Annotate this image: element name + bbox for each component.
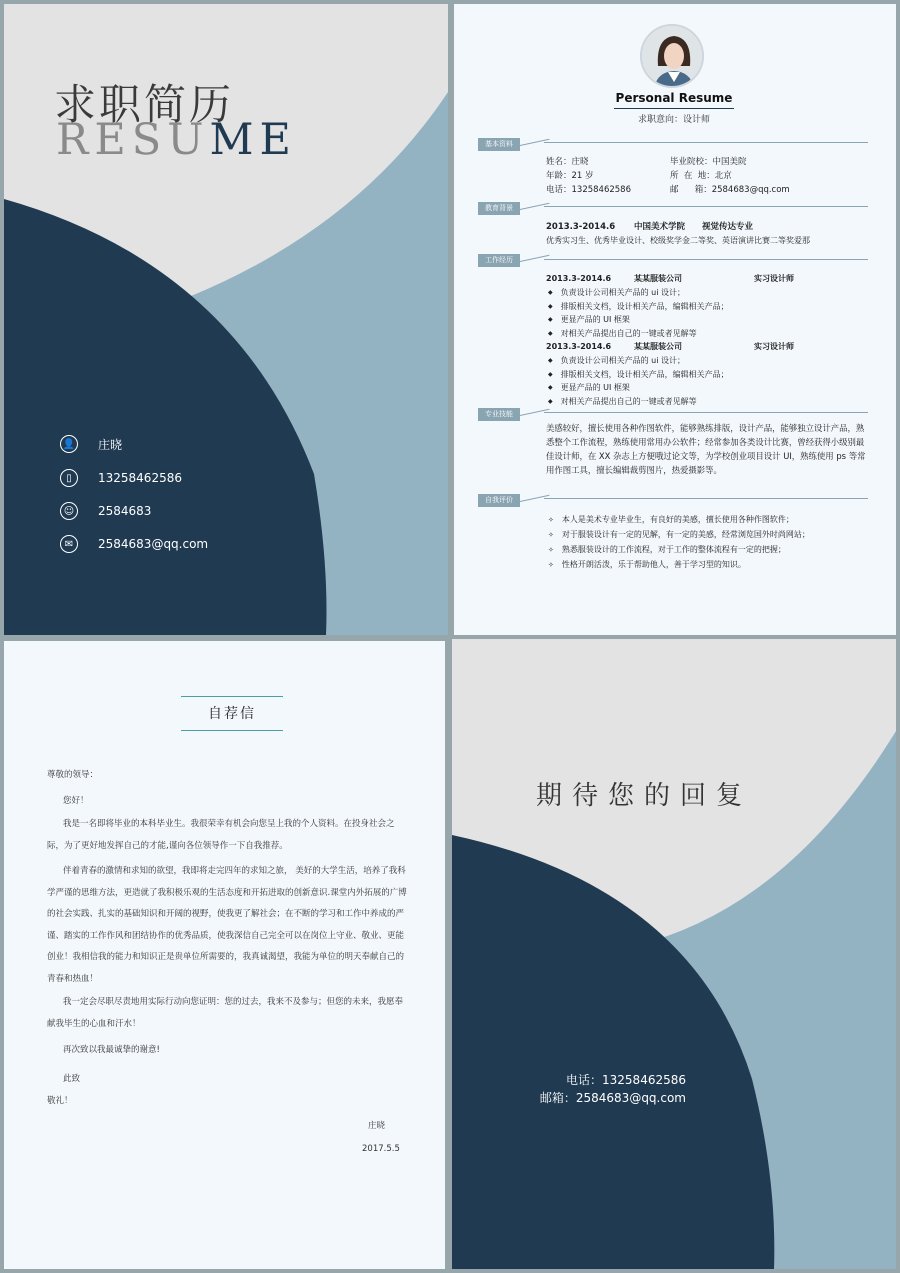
work-item: ◆ 对相关产品提出自己的一键或者见解等 — [548, 395, 697, 408]
section-tag-self: 自我评价 — [478, 494, 520, 507]
cover-title-en — [56, 115, 297, 165]
resume-title: Personal Resume — [615, 91, 733, 105]
contact-name — [60, 435, 122, 453]
work-role: 实习设计师 — [754, 274, 794, 283]
letter-closing-2: 敬礼！ — [47, 1096, 73, 1106]
work-period: 2013.3-2014.6 — [546, 274, 612, 283]
resume-subtitle: 求职意向：设计师 — [637, 115, 710, 125]
cover-title-en-light: RESU — [56, 115, 210, 165]
work-company: 某某服装公司 — [634, 342, 682, 351]
contact-name-text: 庄晓 — [98, 437, 123, 452]
letter-signature: 庄晓 — [368, 1121, 386, 1131]
letter-paragraph: 我是一名即将毕业的本科毕业生。我很荣幸有机会向您呈上我的个人资料。在投身社会之际，为了更好地发挥自己的才能,谨向各位领导作一下自我推荐。 — [47, 819, 395, 851]
work-item: ◆ 更显产品的 UI 框架 — [548, 313, 630, 326]
basic-name: 姓名：庄晓 — [546, 157, 589, 167]
skills-text: 美感较好，擅长使用各种作图软件，能够熟练排版，设计产品，能够独立设计产品，熟悉整个工作流程，熟练使用常用办公软件；经常参加各类设计比赛，曾经获得小级别最佳设计师，在 XX 杂志上方便哦过论文等，为学校创业项目设计 UI，熟练使用 ps 等常用作图工具，擅长编辑裁剪图片，热爱摄影等。 — [546, 423, 866, 475]
self-eval-item: ✧ 熟悉服装设计的工作流程，对于工作的整体流程有一定的把握； — [548, 543, 786, 557]
letter-closing-1: 此致 — [63, 1074, 81, 1084]
basic-location: 所 在 地：北京 — [670, 171, 732, 181]
qq-icon: ☺ — [60, 502, 78, 520]
work-item: ◆ 负责设计公司相关产品的 ui 设计； — [548, 286, 685, 299]
avatar — [640, 24, 704, 88]
letter-date: 2017.5.5 — [362, 1144, 400, 1154]
section-tag-work: 工作经历 — [478, 254, 520, 267]
basic-phone: 电话：13258462586 — [546, 185, 631, 195]
letter-paragraph: 再次致以我最诚挚的谢意! — [63, 1045, 160, 1055]
section-tag-skills: 专业技能 — [478, 408, 520, 421]
self-eval-item: ✧ 性格开朗活泼，乐于帮助他人，善于学习型的知识。 — [548, 558, 746, 572]
edu-school: 中国美术学院 — [634, 222, 686, 232]
resume-title-rule — [614, 108, 734, 109]
work-company: 某某服装公司 — [634, 274, 682, 283]
letter-greeting: 尊敬的领导： — [47, 770, 99, 780]
basic-school: 毕业院校：中国美院 — [670, 157, 747, 167]
letter-paragraph: 我一定会尽职尽责地用实际行动向您证明：您的过去，我来不及参与；但您的未来，我愿奉献我毕生的心血和汗水！ — [47, 997, 404, 1029]
letter-title-rule-bottom — [181, 730, 283, 731]
back-email: 邮箱：2584683@qq.com — [539, 1091, 686, 1105]
self-eval-item: ✧ 本人是美术专业毕业生，有良好的美感，擅长使用各种作图软件； — [548, 513, 794, 527]
back-title: 期待您的回复 — [536, 781, 753, 811]
contact-email — [60, 535, 208, 553]
contact-qq — [60, 502, 151, 520]
edu-period: 2013.3-2014.6 — [546, 222, 616, 232]
contact-qq-text: 2584683 — [98, 504, 152, 518]
letter-paragraph: 伴着青春的激情和求知的欲望，我即将走完四年的求知之旅， 美好的大学生活，培养了我科学严谨的思维方法，更造就了我积极乐观的生活态度和开拓进取的创新意识.课堂内外拓展的广博的社会实践、扎实的基础知识和开阔的视野，使我更了解社会；在不断的学习和工作中养成的严谨、踏实的工作作风和团结协作的优秀品质，使我深信自己完全可以在岗位上守业、敬业、更能创业！我相信我的能力和知识正是贵单位所需要的，我真诚渴望，我能为单位的明天奉献自己的青春和热血！ — [47, 866, 407, 984]
work-item: ◆ 对相关产品提出自己的一键或者见解等 — [548, 327, 697, 340]
work-item: ◆ 更显产品的 UI 框架 — [548, 381, 630, 394]
edu-major: 视觉传达专业 — [702, 222, 754, 232]
section-tag-basic: 基本资料 — [478, 138, 520, 151]
work-item: ◆ 排版相关文档，设计相关产品，编辑相关产品； — [548, 300, 729, 313]
cover-letter-page — [4, 641, 445, 1269]
letter-title: 自荐信 — [208, 706, 256, 722]
contact-phone-text: 13258462586 — [98, 471, 182, 485]
back-cover-page — [452, 639, 896, 1269]
section-tag-education: 教育背景 — [478, 202, 520, 215]
basic-email: 邮 箱：2584683@qq.com — [670, 185, 790, 195]
section-divider — [544, 142, 868, 143]
section-divider — [544, 498, 868, 499]
phone-icon: ▯ — [60, 469, 78, 487]
contact-phone — [60, 469, 182, 487]
cover-page — [4, 4, 448, 635]
resume-page — [454, 4, 896, 635]
letter-hello: 您好！ — [63, 796, 89, 806]
contact-email-text: 2584683@qq.com — [98, 537, 209, 551]
basic-age: 年龄：21 岁 — [546, 171, 594, 181]
section-divider — [544, 259, 868, 260]
dark-navy-arc — [452, 835, 774, 1269]
self-eval-item: ✧ 对于服装设计有一定的见解，有一定的美感，经常浏览国外时尚网站； — [548, 528, 810, 542]
work-role: 实习设计师 — [754, 342, 794, 351]
work-period: 2013.3-2014.6 — [546, 342, 612, 351]
back-phone: 电话：13258462586 — [566, 1073, 686, 1087]
edu-detail: 优秀实习生、优秀毕业设计、校级奖学金二等奖、英语演讲比赛二等奖爱那 — [546, 236, 810, 245]
cover-title-en-dark: ME — [209, 115, 297, 165]
section-divider — [544, 412, 868, 413]
back-decoration — [452, 639, 896, 1269]
cover-title-cn: 求职简历 — [54, 80, 235, 129]
user-icon: 👤 — [60, 435, 78, 453]
section-divider — [544, 206, 868, 207]
work-item: ◆ 负责设计公司相关产品的 ui 设计； — [548, 354, 685, 367]
work-item: ◆ 排版相关文档，设计相关产品，编辑相关产品； — [548, 368, 729, 381]
letter-title-rule-top — [181, 696, 283, 697]
mail-icon: ✉ — [60, 535, 78, 553]
